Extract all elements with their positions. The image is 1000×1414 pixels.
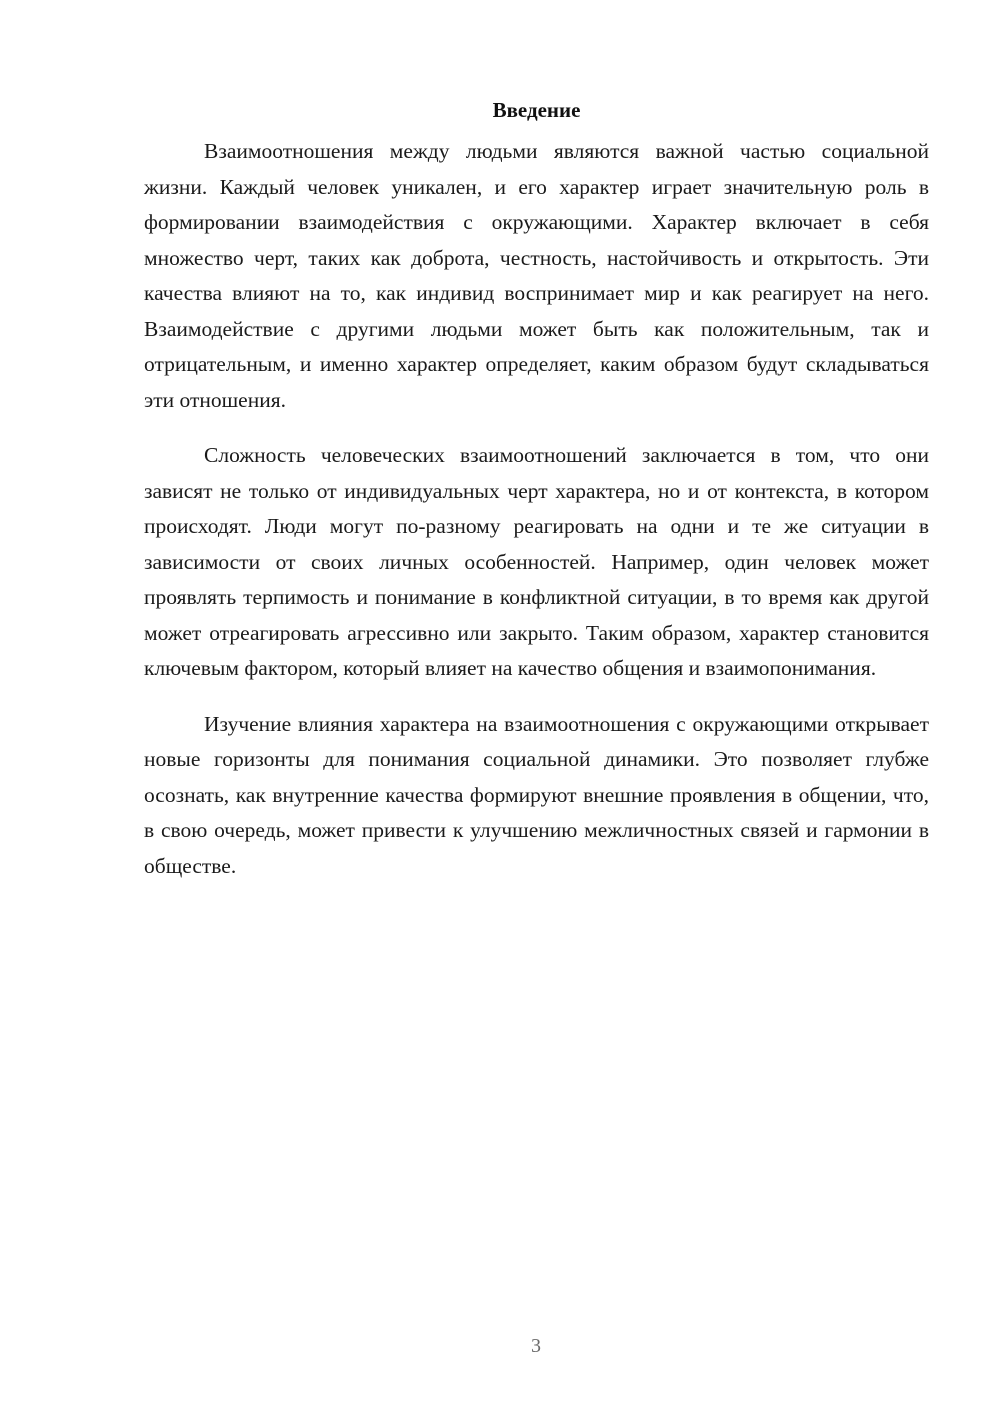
- page-content: [144, 92, 929, 904]
- paragraph-3: Изучение влияния характера на взаимоотношения с окружающими открывает новые горизонты для понимания социальной динамики. Это позволяет глубже осознать, как внутренние качества формируют внешние проявления в общении, что, в свою очередь, может привести к улучшению межличностных связей и гармонии в обществе.: [144, 711, 929, 878]
- paragraph-2: Сложность человеческих взаимоотношений заключается в том, что они зависят не только от индивидуальных черт характера, но и от контекста, в котором происходят. Люди могут по-разному реагировать на одни и те же ситуации в зависимости от своих личных особенностей. Например, один человек может проявлять терпимость и понимание в конфликтной ситуации, в то время как другой может отреагировать агрессивно или закрыто. Таким образом, характер становится ключевым фактором, который влияет на качество общения и взаимопонимания.: [144, 443, 929, 680]
- page-number: 3: [531, 1335, 541, 1357]
- paragraph-1: Взаимоотношения между людьми являются важной частью социальной жизни. Каждый человек уникален, и его характер играет значительную роль в формировании взаимодействия с окружающими. Характер включает в себя множество черт, таких как доброта, честность, настойчивость и открытость. Эти качества влияют на то, как индивид воспринимает мир и как реагирует на него. Взаимодействие с другими людьми может быть как положительным, так и отрицательным, и именно характер определяет, каким образом будут складываться эти отношения.: [144, 139, 929, 412]
- section-title: Введение: [492, 98, 581, 122]
